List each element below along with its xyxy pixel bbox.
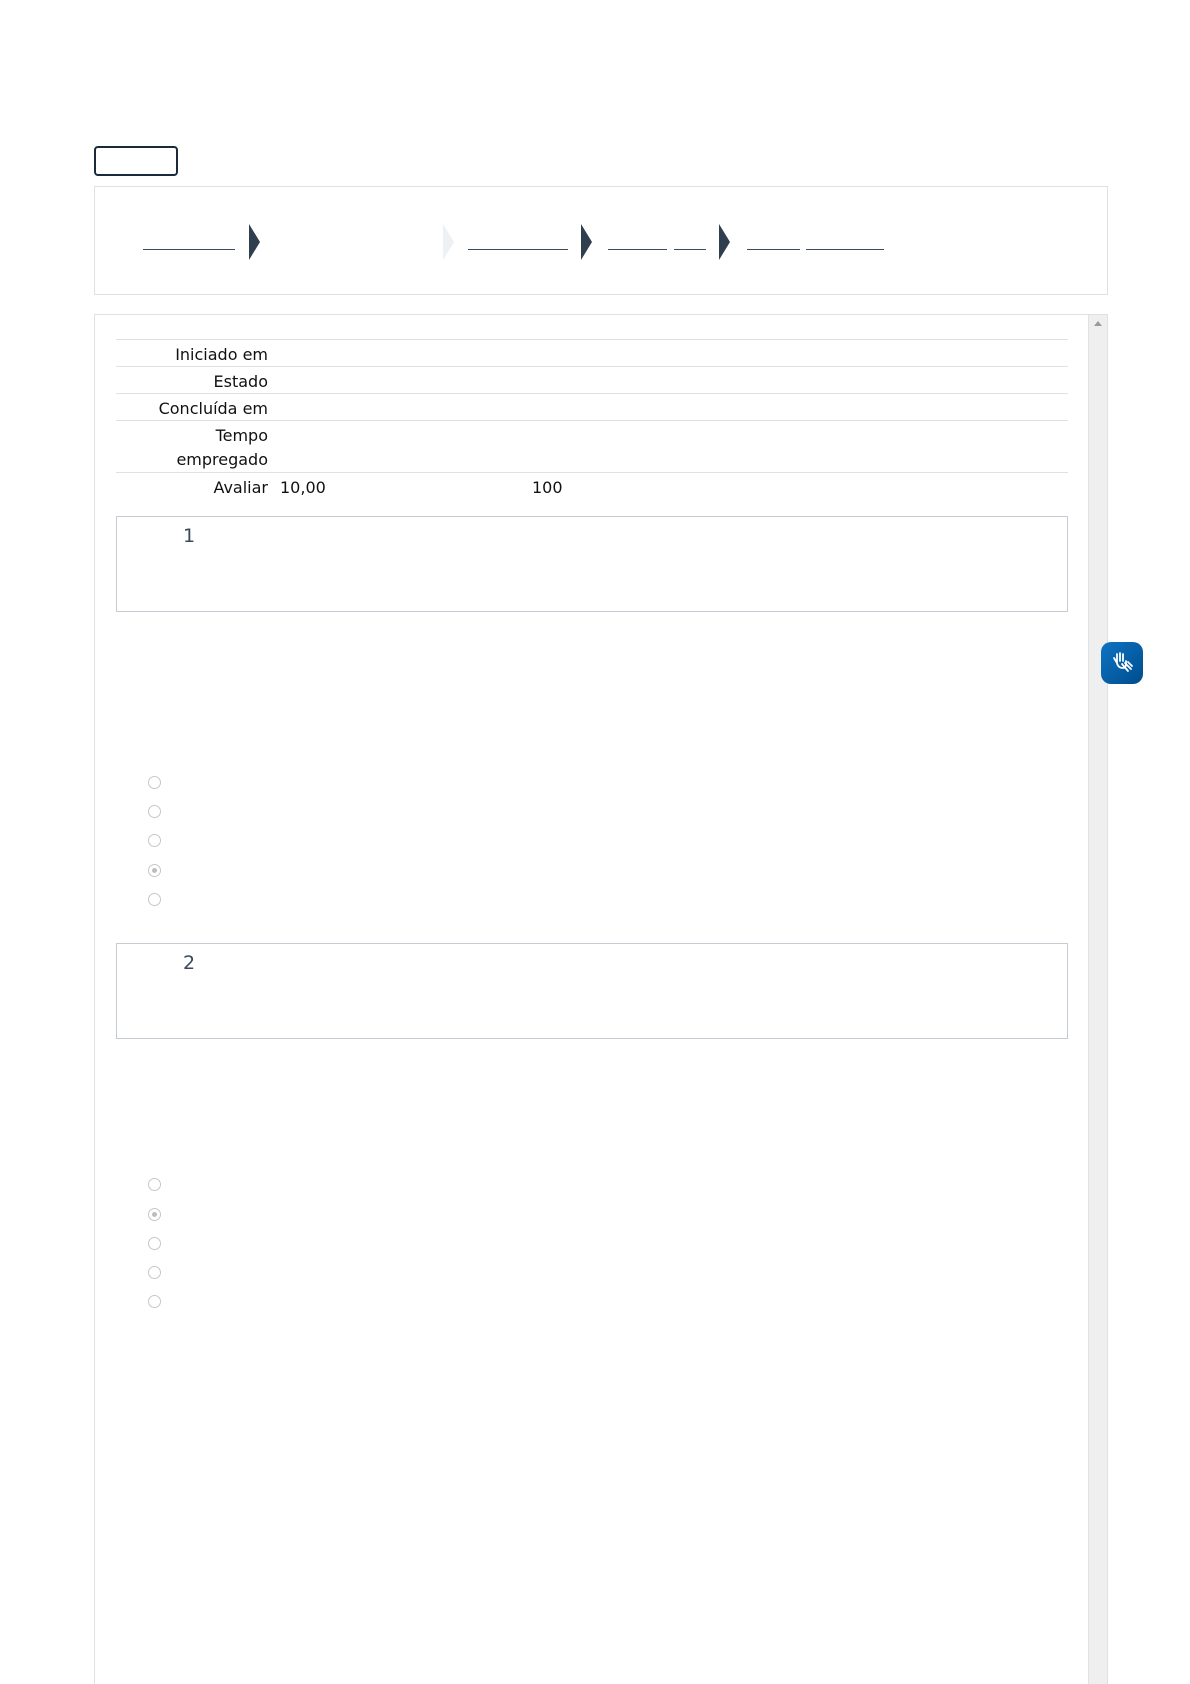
- summary-label: Tempo empregado: [176, 426, 268, 469]
- breadcrumb-item-4[interactable]: [747, 249, 800, 250]
- hands-sign-language-icon: [1109, 650, 1135, 676]
- breadcrumb-item-3b[interactable]: [674, 249, 706, 250]
- breadcrumb-separator-icon: [443, 224, 454, 260]
- breadcrumb-item-2[interactable]: [468, 249, 568, 250]
- answer-radio-q2-a[interactable]: [148, 1178, 161, 1191]
- summary-label: Iniciado em: [175, 345, 268, 364]
- grade-value: 10,00: [280, 478, 326, 497]
- answer-radio-q1-c[interactable]: [148, 834, 161, 847]
- question-info-box-1: [116, 516, 1068, 612]
- summary-label: Avaliar: [213, 478, 268, 497]
- summary-row-state: [116, 366, 1068, 393]
- answer-radio-q2-e[interactable]: [148, 1295, 161, 1308]
- scroll-up-arrow-icon[interactable]: [1094, 321, 1102, 326]
- answer-radio-q1-e[interactable]: [148, 893, 161, 906]
- answer-radio-q1-b[interactable]: [148, 805, 161, 818]
- answer-radio-q2-d[interactable]: [148, 1266, 161, 1279]
- vlibras-accessibility-button[interactable]: [1101, 642, 1143, 684]
- breadcrumb-separator-icon: [249, 224, 260, 260]
- answer-radio-q2-c[interactable]: [148, 1237, 161, 1250]
- summary-label: Estado: [213, 372, 268, 391]
- summary-row-time-taken: [116, 420, 1068, 472]
- breadcrumb-separator-icon: [581, 224, 592, 260]
- question-number: 2: [183, 952, 196, 974]
- breadcrumb-separator-icon: [719, 224, 730, 260]
- summary-row-grade: [116, 472, 1068, 499]
- question-number: 1: [183, 525, 196, 547]
- breadcrumb-item-1[interactable]: [143, 249, 235, 250]
- quiz-review-panel: [94, 314, 1108, 1684]
- question-info-box-2: [116, 943, 1068, 1039]
- attempt-summary-table: [116, 339, 1068, 499]
- breadcrumb: [94, 186, 1108, 295]
- summary-row-started: [116, 339, 1068, 366]
- breadcrumb-item-3[interactable]: [608, 249, 667, 250]
- answer-radio-q1-a[interactable]: [148, 776, 161, 789]
- scrollbar[interactable]: [1088, 315, 1107, 1684]
- grade-max: 100: [532, 478, 563, 497]
- answer-radio-q1-d[interactable]: [148, 864, 161, 877]
- summary-label: Concluída em: [158, 399, 268, 418]
- top-nav-button[interactable]: [94, 146, 178, 176]
- breadcrumb-item-4b[interactable]: [806, 249, 884, 250]
- summary-row-completed: [116, 393, 1068, 420]
- answer-radio-q2-b[interactable]: [148, 1208, 161, 1221]
